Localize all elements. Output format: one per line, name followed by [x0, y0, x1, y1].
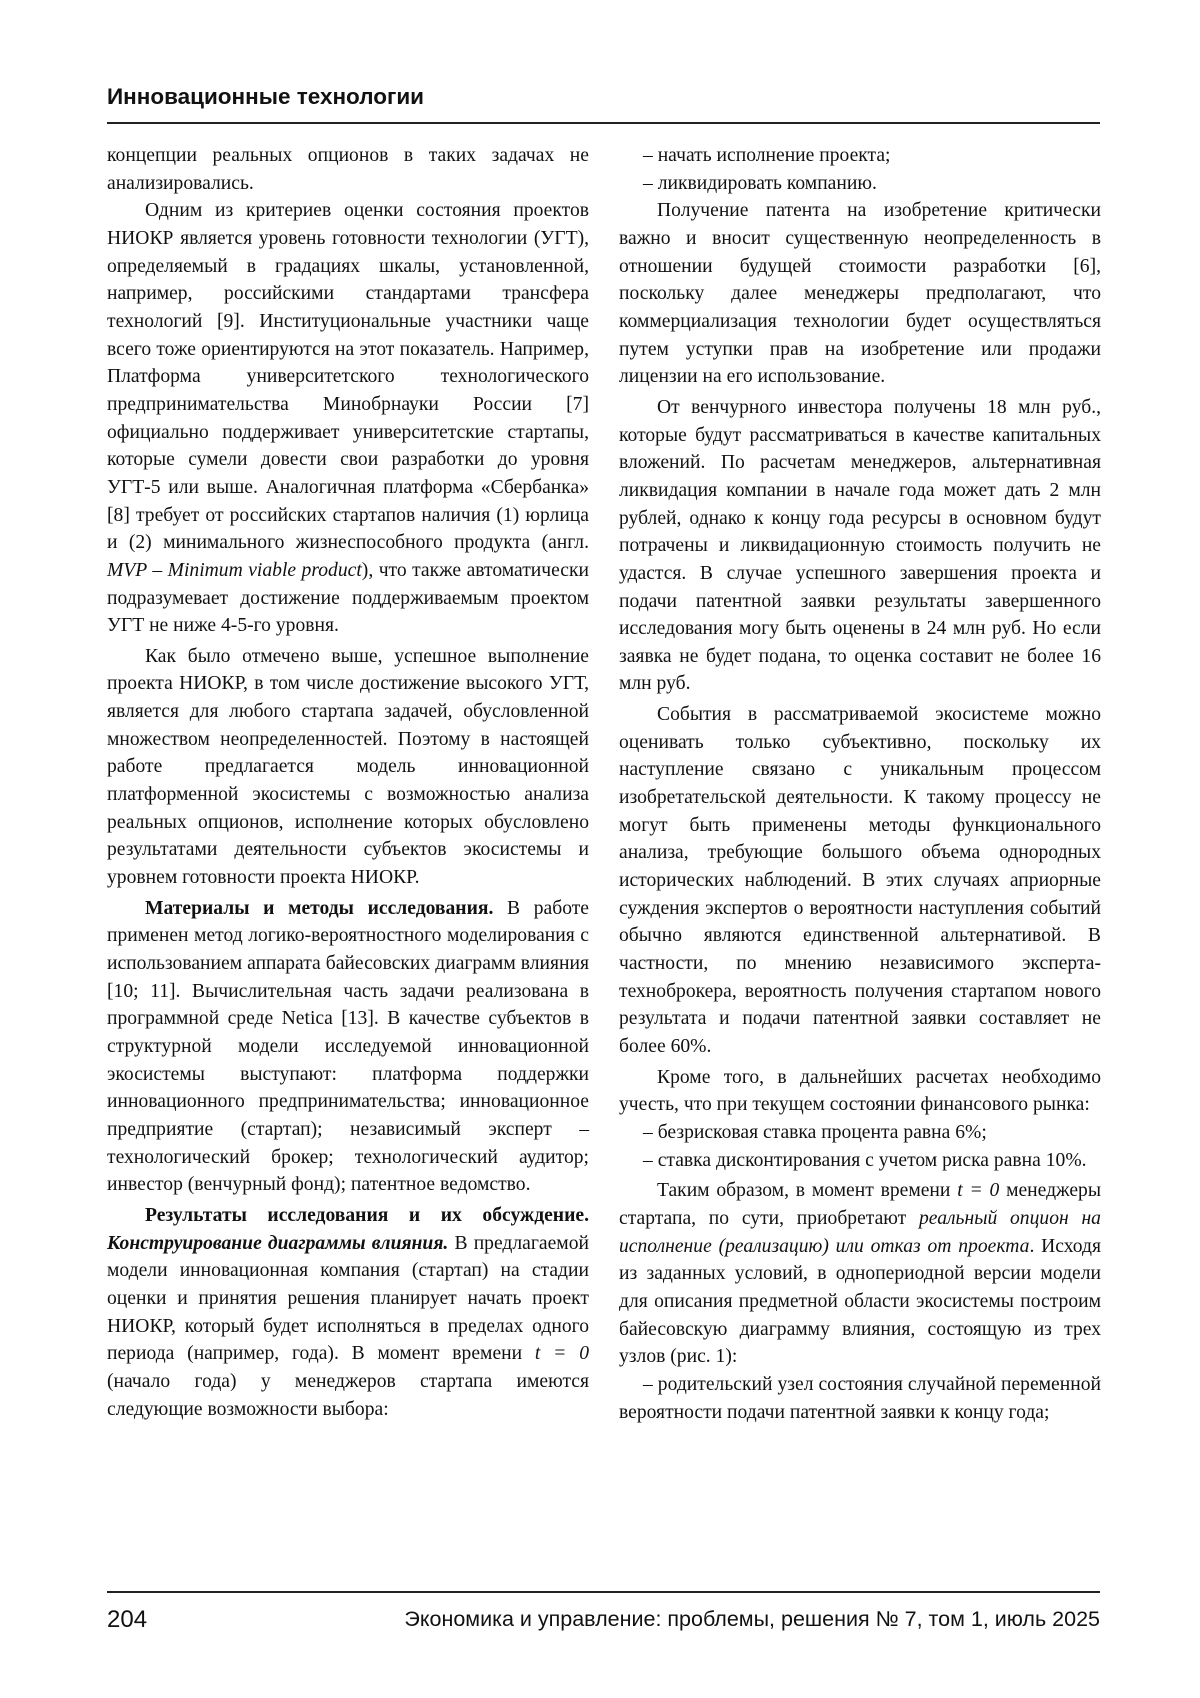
italic-formula: t = 0 [534, 1343, 589, 1365]
paragraph: концепции реальных опционов в таких задачах не анализировались. [107, 145, 589, 194]
running-header: Инновационные технологии [107, 84, 425, 109]
paragraph-text: Одним из критериев оценки состояния проектов НИОКР является уровень готовности технологии (УГТ), определяемый в градациях шкалы, установленной, например, российскими стандартами трансфера технологий [9]. Институциональные участники чаще всего тоже ориентируются на этот показатель. Например, Платформа университетского технологического предпринимательства Минобрнауки России [7] официально поддерживает университетские стартапы, которые сумели довести свои разработки до уровня УГТ-5 или выше. Аналогичная платформа «Сбербанка» [8] требует от российских стартапов наличия (1) юрлица и (2) минимального жизнеспособного продукта (англ. [107, 200, 589, 554]
paragraph-text: В предлагаемой модели инновационная компания (стартап) на стадии оценки и принятия решения планирует начать проект НИОКР, который будет исполняться в пределах одного периода (например, года). В момент времени [107, 1232, 589, 1365]
paragraph [107, 197, 589, 640]
paragraph-text: В работе применен метод логико-вероятностного моделирования с использованием аппарата байесовских диаграмм влияния [10; 11]. Вычислительная часть задачи реализована в программной среде Netica [13]. В качестве субъектов в структурной модели исследуемой инновационной экосистемы выступают: платформа поддержки инновационного предпринимательства; инновационное предприятие (стартап); независимый эксперт – технологический брокер; технологический аудитор; инвестор (венчурный фонд); патентное ведомство. [107, 897, 589, 1196]
footer-rule [107, 1591, 1100, 1593]
italic-term: MVP – Minimum viable product [107, 559, 362, 581]
paragraph-text: менеджеры стартапа, по сути, приобретают [619, 1180, 1101, 1229]
paragraph-text: . Исходя из заданных условий, в однопериодной версии модели для описания предметной области экосистемы построим байесовскую диаграмму влияния, состоящую из трех узлов (рис. 1): [619, 1235, 1101, 1368]
italic-term: реальный опцион на исполнение (реализацию) или отказ от проекта [619, 1207, 1101, 1257]
list-item: – родительский узел состояния случайной переменной вероятности подачи патентной заявки к концу года; [619, 1373, 1101, 1423]
section-heading-methods: Материалы и методы исследования. [145, 897, 494, 919]
page-number: 204 [107, 1606, 148, 1633]
list-item: – ликвидировать компанию. [643, 172, 877, 194]
subsection-heading: Конструирование диаграммы влияния. [107, 1232, 449, 1254]
left-column [107, 142, 589, 1423]
header-rule [107, 122, 1100, 124]
paragraph-text: Таким образом, в момент времени [657, 1180, 958, 1202]
paragraph-text: ), что также автоматически подразумевает достижение поддерживаемым проектом УГТ не ниже 4-5-го уровня. [107, 559, 590, 637]
paragraph: События в рассматриваемой экосистеме можно оценивать только субъективно, поскольку их наступление связано с уникальным процессом изобретательской деятельности. К такому процессу не могут быть применены методы функционального анализа, требующие большого объема однородных исторических наблюдений. В этих случаях априорные суждения экспертов о вероятности наступления событий обычно являются единственной альтернативой. В частности, по мнению независимого эксперта-техноброкера, вероятность получения стартапом нового результата и подачи патентной заявки составляет не более 60%. [619, 704, 1101, 1057]
right-column [619, 142, 1101, 1426]
paragraph: Как было отмечено выше, успешное выполнение проекта НИОКР, в том числе достижение высокого УГТ, является для любого стартапа задачей, обусловленной множеством неопределенностей. Поэтому в настоящей работе предлагается модель инновационной платформенной экосистемы с возможностью анализа реальных опционов, исполнение которых обусловлено результатами деятельности субъектов экосистемы и уровнем готовности проекта НИОКР. [107, 645, 589, 889]
paragraph: Получение патента на изобретение критически важно и вносит существенную неопределенность в отношении будущей стоимости разработки [6], поскольку далее менеджеры предполагают, что коммерциализация технологии будет осуществляться путем уступки прав на изобретение или продажи лицензии на его использование. [619, 200, 1101, 388]
paragraph [107, 1202, 589, 1423]
list-item: – безрисковая ставка процента равна 6%; [643, 1121, 987, 1143]
paragraph-text: (начало года) у менеджеров стартапа имеются следующие возможности выбора: [107, 1370, 589, 1420]
paragraph [619, 1177, 1101, 1371]
list-item: – начать исполнение проекта; [643, 145, 891, 166]
paragraph: От венчурного инвестора получены 18 млн руб., которые будут рассматриваться в качестве капитальных вложений. По расчетам менеджеров, альтернативная ликвидация компании в начале года может дать 2 млн рублей, однако к концу года ресурсы в основном будут потрачены и ликвидационную стоимость получить не удастся. В случае успешного завершения проекта и подачи патентной заявки результаты завершенного исследования могу быть оценены в 24 млн руб. Но если заявка не будет подана, то оценка составит не более 16 млн руб. [619, 396, 1101, 695]
paragraph: Кроме того, в дальнейших расчетах необходимо учесть, что при текущем состоянии финансового рынка: [619, 1066, 1101, 1116]
section-heading-results: Результаты исследования и их обсуждение. [145, 1204, 589, 1226]
paragraph [107, 895, 589, 1199]
italic-formula: t = 0 [957, 1180, 1000, 1202]
journal-citation: Экономика и управление: проблемы, решения № 7, том 1, июль 2025 [404, 1607, 1100, 1631]
list-item: – ставка дисконтирования с учетом риска равна 10%. [643, 1149, 1087, 1171]
